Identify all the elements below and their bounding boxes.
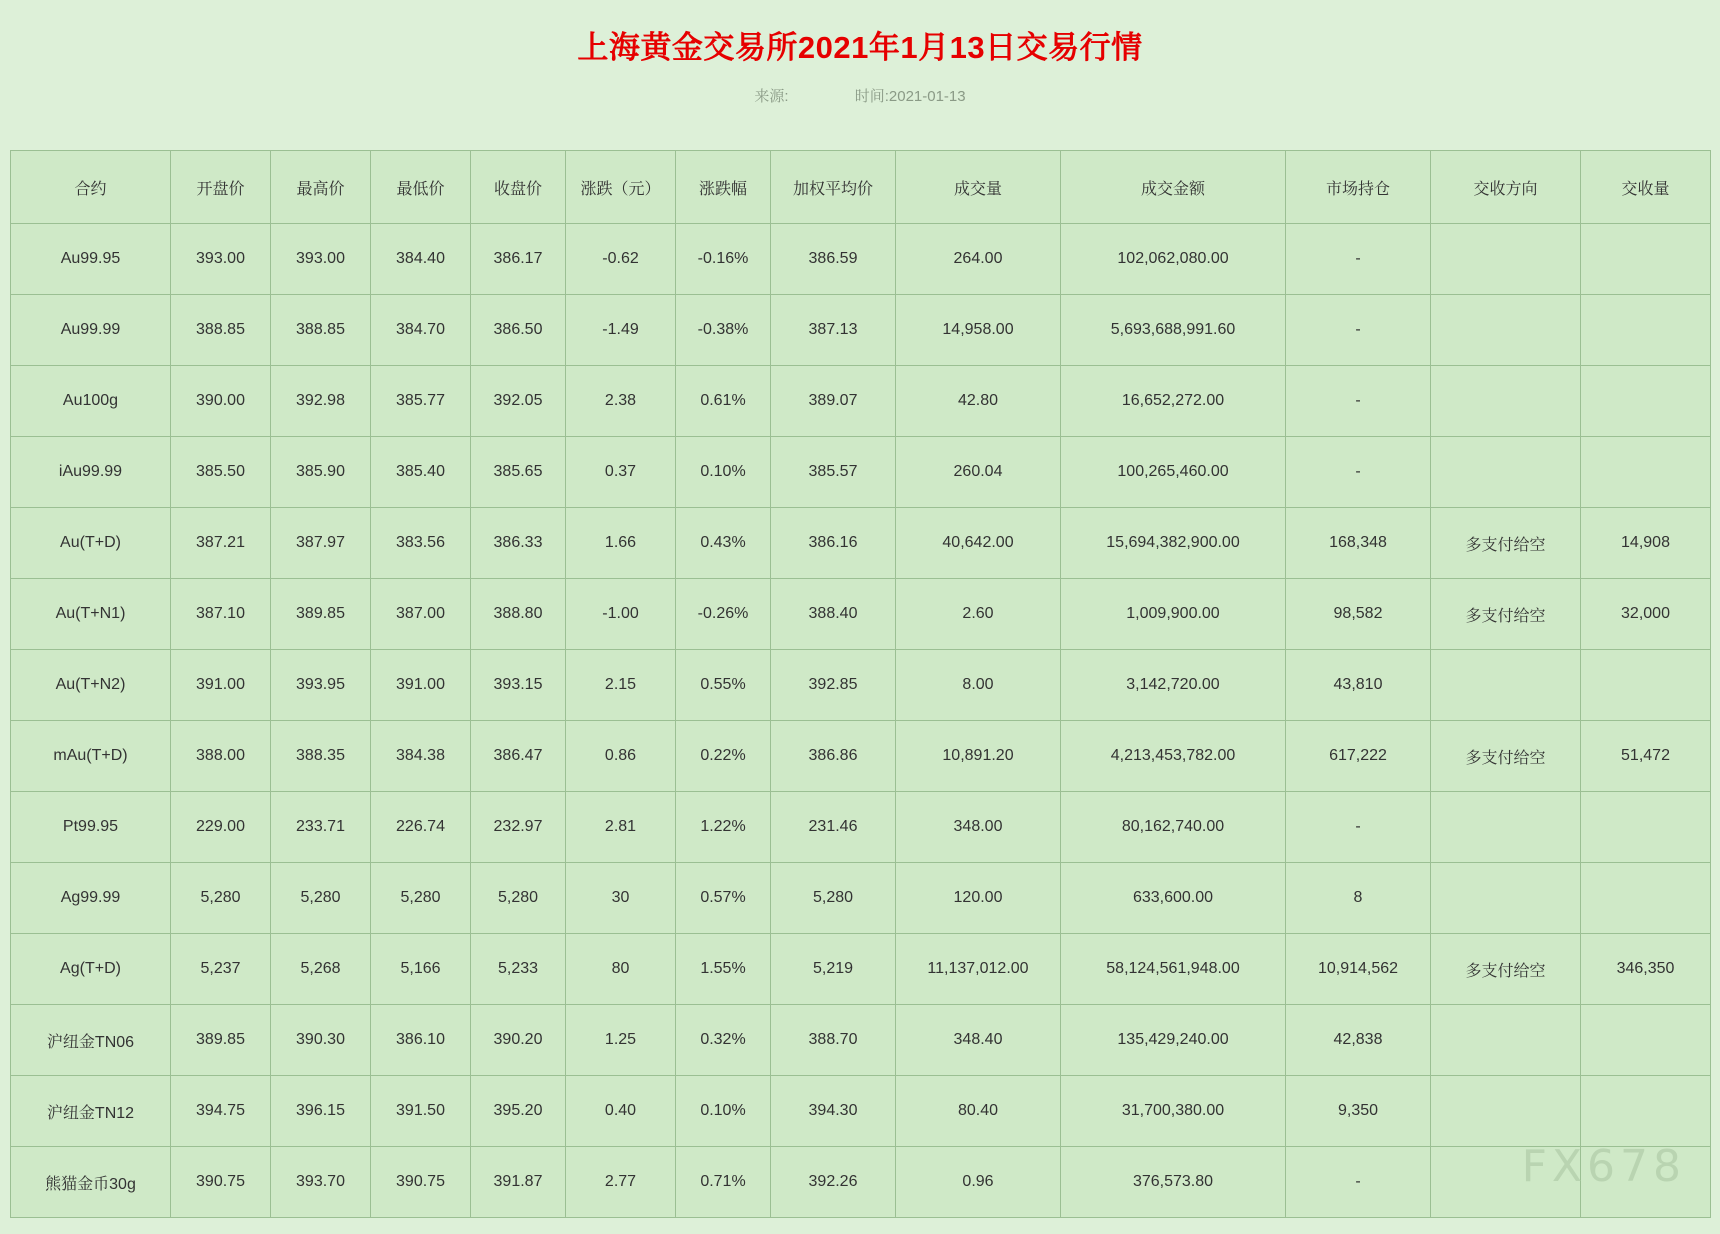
table-cell: 388.35 — [271, 721, 371, 792]
table-cell: 394.75 — [171, 1076, 271, 1147]
table-cell: 15,694,382,900.00 — [1061, 508, 1286, 579]
table-cell: 233.71 — [271, 792, 371, 863]
table-cell: 0.43% — [676, 508, 771, 579]
contract-cell: Ag(T+D) — [11, 934, 171, 1005]
column-header: 成交金额 — [1061, 151, 1286, 224]
table-cell: 1.25 — [566, 1005, 676, 1076]
table-cell: 386.59 — [771, 224, 896, 295]
table-cell — [1431, 437, 1581, 508]
table-cell: 0.86 — [566, 721, 676, 792]
table-cell: 385.57 — [771, 437, 896, 508]
table-cell: 4,213,453,782.00 — [1061, 721, 1286, 792]
table-cell: 390.20 — [471, 1005, 566, 1076]
table-cell: 388.40 — [771, 579, 896, 650]
table-cell: 384.38 — [371, 721, 471, 792]
table-cell: 5,237 — [171, 934, 271, 1005]
contract-cell: iAu99.99 — [11, 437, 171, 508]
table-cell: 5,280 — [171, 863, 271, 934]
table-cell — [1431, 1147, 1581, 1218]
table-cell: 42,838 — [1286, 1005, 1431, 1076]
table-cell: 10,891.20 — [896, 721, 1061, 792]
table-cell: 391.50 — [371, 1076, 471, 1147]
table-cell: 102,062,080.00 — [1061, 224, 1286, 295]
table-cell: 232.97 — [471, 792, 566, 863]
table-cell: 387.97 — [271, 508, 371, 579]
table-cell: 58,124,561,948.00 — [1061, 934, 1286, 1005]
table-cell: 387.00 — [371, 579, 471, 650]
table-cell: 1.55% — [676, 934, 771, 1005]
watermark: FX678 — [1521, 1141, 1686, 1192]
table-cell: 0.57% — [676, 863, 771, 934]
table-cell: 229.00 — [171, 792, 271, 863]
table-cell: 0.55% — [676, 650, 771, 721]
table-cell: 10,914,562 — [1286, 934, 1431, 1005]
table-cell: 32,000 — [1581, 579, 1711, 650]
table-cell: 388.80 — [471, 579, 566, 650]
table-row — [11, 863, 1711, 934]
column-header: 涨跌幅 — [676, 151, 771, 224]
column-header: 市场持仓 — [1286, 151, 1431, 224]
contract-cell: 沪纽金TN06 — [11, 1005, 171, 1076]
table-cell: 135,429,240.00 — [1061, 1005, 1286, 1076]
table-cell: 0.32% — [676, 1005, 771, 1076]
contract-cell: Au(T+N1) — [11, 579, 171, 650]
table-cell: 393.70 — [271, 1147, 371, 1218]
table-cell: 31,700,380.00 — [1061, 1076, 1286, 1147]
column-header: 开盘价 — [171, 151, 271, 224]
table-cell: - — [1286, 1147, 1431, 1218]
contract-cell: Au99.95 — [11, 224, 171, 295]
table-cell: 386.50 — [471, 295, 566, 366]
table-cell — [1431, 792, 1581, 863]
table-row — [11, 295, 1711, 366]
contract-cell: mAu(T+D) — [11, 721, 171, 792]
table-cell: 80.40 — [896, 1076, 1061, 1147]
table-row — [11, 579, 1711, 650]
table-cell: 390.75 — [371, 1147, 471, 1218]
table-cell: 385.40 — [371, 437, 471, 508]
table-cell: 100,265,460.00 — [1061, 437, 1286, 508]
table-cell: 14,908 — [1581, 508, 1711, 579]
table-cell: 386.10 — [371, 1005, 471, 1076]
table-cell: 390.75 — [171, 1147, 271, 1218]
table-cell — [1581, 366, 1711, 437]
table-cell: 387.10 — [171, 579, 271, 650]
table-cell: 16,652,272.00 — [1061, 366, 1286, 437]
contract-cell: Au(T+D) — [11, 508, 171, 579]
table-cell: 395.20 — [471, 1076, 566, 1147]
source-label: 来源: — [754, 88, 789, 105]
table-row — [11, 650, 1711, 721]
table-cell: 多支付给空 — [1431, 721, 1581, 792]
table-cell: 385.65 — [471, 437, 566, 508]
table-cell: 多支付给空 — [1431, 934, 1581, 1005]
table-cell — [1431, 224, 1581, 295]
table-row — [11, 1076, 1711, 1147]
table-cell: 5,268 — [271, 934, 371, 1005]
table-row — [11, 224, 1711, 295]
contract-cell: Pt99.95 — [11, 792, 171, 863]
contract-cell: 熊猫金币30g — [11, 1147, 171, 1218]
table-cell: 1.66 — [566, 508, 676, 579]
table-cell: 98,582 — [1286, 579, 1431, 650]
table-cell: - — [1286, 224, 1431, 295]
table-cell: - — [1286, 437, 1431, 508]
table-row — [11, 1147, 1711, 1218]
table-cell: 384.40 — [371, 224, 471, 295]
table-cell — [1431, 366, 1581, 437]
table-cell — [1581, 1005, 1711, 1076]
table-cell: 390.00 — [171, 366, 271, 437]
quotes-table — [10, 150, 1711, 1218]
table-cell: 391.00 — [171, 650, 271, 721]
table-cell: 346,350 — [1581, 934, 1711, 1005]
column-header: 最高价 — [271, 151, 371, 224]
table-cell: 9,350 — [1286, 1076, 1431, 1147]
table-cell — [1431, 1005, 1581, 1076]
table-header-row — [11, 151, 1711, 224]
table-cell: 226.74 — [371, 792, 471, 863]
table-cell: 392.05 — [471, 366, 566, 437]
table-cell: 11,137,012.00 — [896, 934, 1061, 1005]
table-cell: 5,219 — [771, 934, 896, 1005]
table-cell: 384.70 — [371, 295, 471, 366]
table-cell: 388.00 — [171, 721, 271, 792]
page-title: 上海黄金交易所2021年1月13日交易行情 — [577, 30, 1143, 65]
table-cell — [1581, 650, 1711, 721]
table-cell: 0.10% — [676, 437, 771, 508]
time-label: 时间:2021-01-13 — [854, 88, 966, 105]
table-cell: 5,280 — [371, 863, 471, 934]
column-header: 涨跌（元） — [566, 151, 676, 224]
table-cell: 0.22% — [676, 721, 771, 792]
table-cell: 264.00 — [896, 224, 1061, 295]
table-cell: 0.71% — [676, 1147, 771, 1218]
table-row — [11, 508, 1711, 579]
table-cell: 80,162,740.00 — [1061, 792, 1286, 863]
table-cell: 8 — [1286, 863, 1431, 934]
table-cell: 5,166 — [371, 934, 471, 1005]
column-header: 最低价 — [371, 151, 471, 224]
table-cell: 0.96 — [896, 1147, 1061, 1218]
table-cell — [1431, 650, 1581, 721]
table-cell: 5,233 — [471, 934, 566, 1005]
contract-cell: Au(T+N2) — [11, 650, 171, 721]
table-cell: 393.15 — [471, 650, 566, 721]
table-cell — [1431, 863, 1581, 934]
table-cell: 386.47 — [471, 721, 566, 792]
table-row — [11, 437, 1711, 508]
table-cell: 388.70 — [771, 1005, 896, 1076]
table-cell: 1,009,900.00 — [1061, 579, 1286, 650]
table-cell: 2.15 — [566, 650, 676, 721]
table-cell: 348.40 — [896, 1005, 1061, 1076]
table-cell: 40,642.00 — [896, 508, 1061, 579]
table-cell: 8.00 — [896, 650, 1061, 721]
table-cell: 389.85 — [171, 1005, 271, 1076]
column-header: 成交量 — [896, 151, 1061, 224]
table-cell: 30 — [566, 863, 676, 934]
table-cell: 多支付给空 — [1431, 508, 1581, 579]
table-cell — [1581, 863, 1711, 934]
table-cell: -0.38% — [676, 295, 771, 366]
table-cell: 393.00 — [271, 224, 371, 295]
table-cell — [1581, 437, 1711, 508]
table-cell: 120.00 — [896, 863, 1061, 934]
table-cell: 2.77 — [566, 1147, 676, 1218]
table-cell — [1581, 295, 1711, 366]
contract-cell: Au100g — [11, 366, 171, 437]
column-header: 收盘价 — [471, 151, 566, 224]
table-cell — [1431, 1076, 1581, 1147]
table-cell: 3,142,720.00 — [1061, 650, 1286, 721]
column-header: 合约 — [11, 151, 171, 224]
table-cell: 5,280 — [271, 863, 371, 934]
table-cell: 51,472 — [1581, 721, 1711, 792]
table-cell: 392.26 — [771, 1147, 896, 1218]
table-cell: 多支付给空 — [1431, 579, 1581, 650]
table-cell: 394.30 — [771, 1076, 896, 1147]
table-cell: 231.46 — [771, 792, 896, 863]
table-cell: 383.56 — [371, 508, 471, 579]
table-cell: 43,810 — [1286, 650, 1431, 721]
table-cell: 385.77 — [371, 366, 471, 437]
table-cell: 388.85 — [271, 295, 371, 366]
contract-cell: 沪纽金TN12 — [11, 1076, 171, 1147]
table-cell: 386.16 — [771, 508, 896, 579]
table-cell: 2.38 — [566, 366, 676, 437]
table-cell: 393.95 — [271, 650, 371, 721]
table-cell — [1581, 224, 1711, 295]
column-header: 交收方向 — [1431, 151, 1581, 224]
table-cell: 376,573.80 — [1061, 1147, 1286, 1218]
table-cell: 0.37 — [566, 437, 676, 508]
table-cell: 389.85 — [271, 579, 371, 650]
table-cell: - — [1286, 366, 1431, 437]
column-header: 加权平均价 — [771, 151, 896, 224]
table-cell: 5,280 — [471, 863, 566, 934]
table-cell: 14,958.00 — [896, 295, 1061, 366]
table-cell: 391.00 — [371, 650, 471, 721]
table-cell: 633,600.00 — [1061, 863, 1286, 934]
table-cell: -0.62 — [566, 224, 676, 295]
table-cell: 390.30 — [271, 1005, 371, 1076]
table-cell: 348.00 — [896, 792, 1061, 863]
table-cell — [1581, 792, 1711, 863]
table-cell: 5,693,688,991.60 — [1061, 295, 1286, 366]
table-cell — [1581, 1147, 1711, 1218]
column-header: 交收量 — [1581, 151, 1711, 224]
table-cell: 2.60 — [896, 579, 1061, 650]
contract-cell: Au99.99 — [11, 295, 171, 366]
table-cell: 260.04 — [896, 437, 1061, 508]
table-cell: 617,222 — [1286, 721, 1431, 792]
table-cell: 80 — [566, 934, 676, 1005]
table-cell: 2.81 — [566, 792, 676, 863]
table-cell: 168,348 — [1286, 508, 1431, 579]
table-cell: -0.16% — [676, 224, 771, 295]
table-cell: 386.86 — [771, 721, 896, 792]
table-cell: -1.49 — [566, 295, 676, 366]
table-cell: 1.22% — [676, 792, 771, 863]
table-cell: 392.98 — [271, 366, 371, 437]
table-cell: 389.07 — [771, 366, 896, 437]
table-cell: - — [1286, 792, 1431, 863]
table-row — [11, 1005, 1711, 1076]
table-cell: 0.40 — [566, 1076, 676, 1147]
table-cell: 386.33 — [471, 508, 566, 579]
table-body — [11, 224, 1711, 1218]
table-cell: 387.13 — [771, 295, 896, 366]
table-cell: 392.85 — [771, 650, 896, 721]
quotes-table-wrapper — [0, 150, 1720, 1218]
table-cell: - — [1286, 295, 1431, 366]
table-row — [11, 721, 1711, 792]
table-cell: 393.00 — [171, 224, 271, 295]
table-cell: 396.15 — [271, 1076, 371, 1147]
table-cell: 0.10% — [676, 1076, 771, 1147]
table-cell: 386.17 — [471, 224, 566, 295]
table-row — [11, 366, 1711, 437]
table-cell: 385.90 — [271, 437, 371, 508]
table-cell: -1.00 — [566, 579, 676, 650]
table-cell: 5,280 — [771, 863, 896, 934]
table-row — [11, 934, 1711, 1005]
article-meta — [0, 85, 1720, 106]
table-cell: 385.50 — [171, 437, 271, 508]
table-cell: 387.21 — [171, 508, 271, 579]
table-cell: 388.85 — [171, 295, 271, 366]
table-cell: 0.61% — [676, 366, 771, 437]
table-cell — [1431, 295, 1581, 366]
table-row — [11, 792, 1711, 863]
table-cell: -0.26% — [676, 579, 771, 650]
table-cell: 42.80 — [896, 366, 1061, 437]
contract-cell: Ag99.99 — [11, 863, 171, 934]
table-cell: 391.87 — [471, 1147, 566, 1218]
table-cell — [1581, 1076, 1711, 1147]
